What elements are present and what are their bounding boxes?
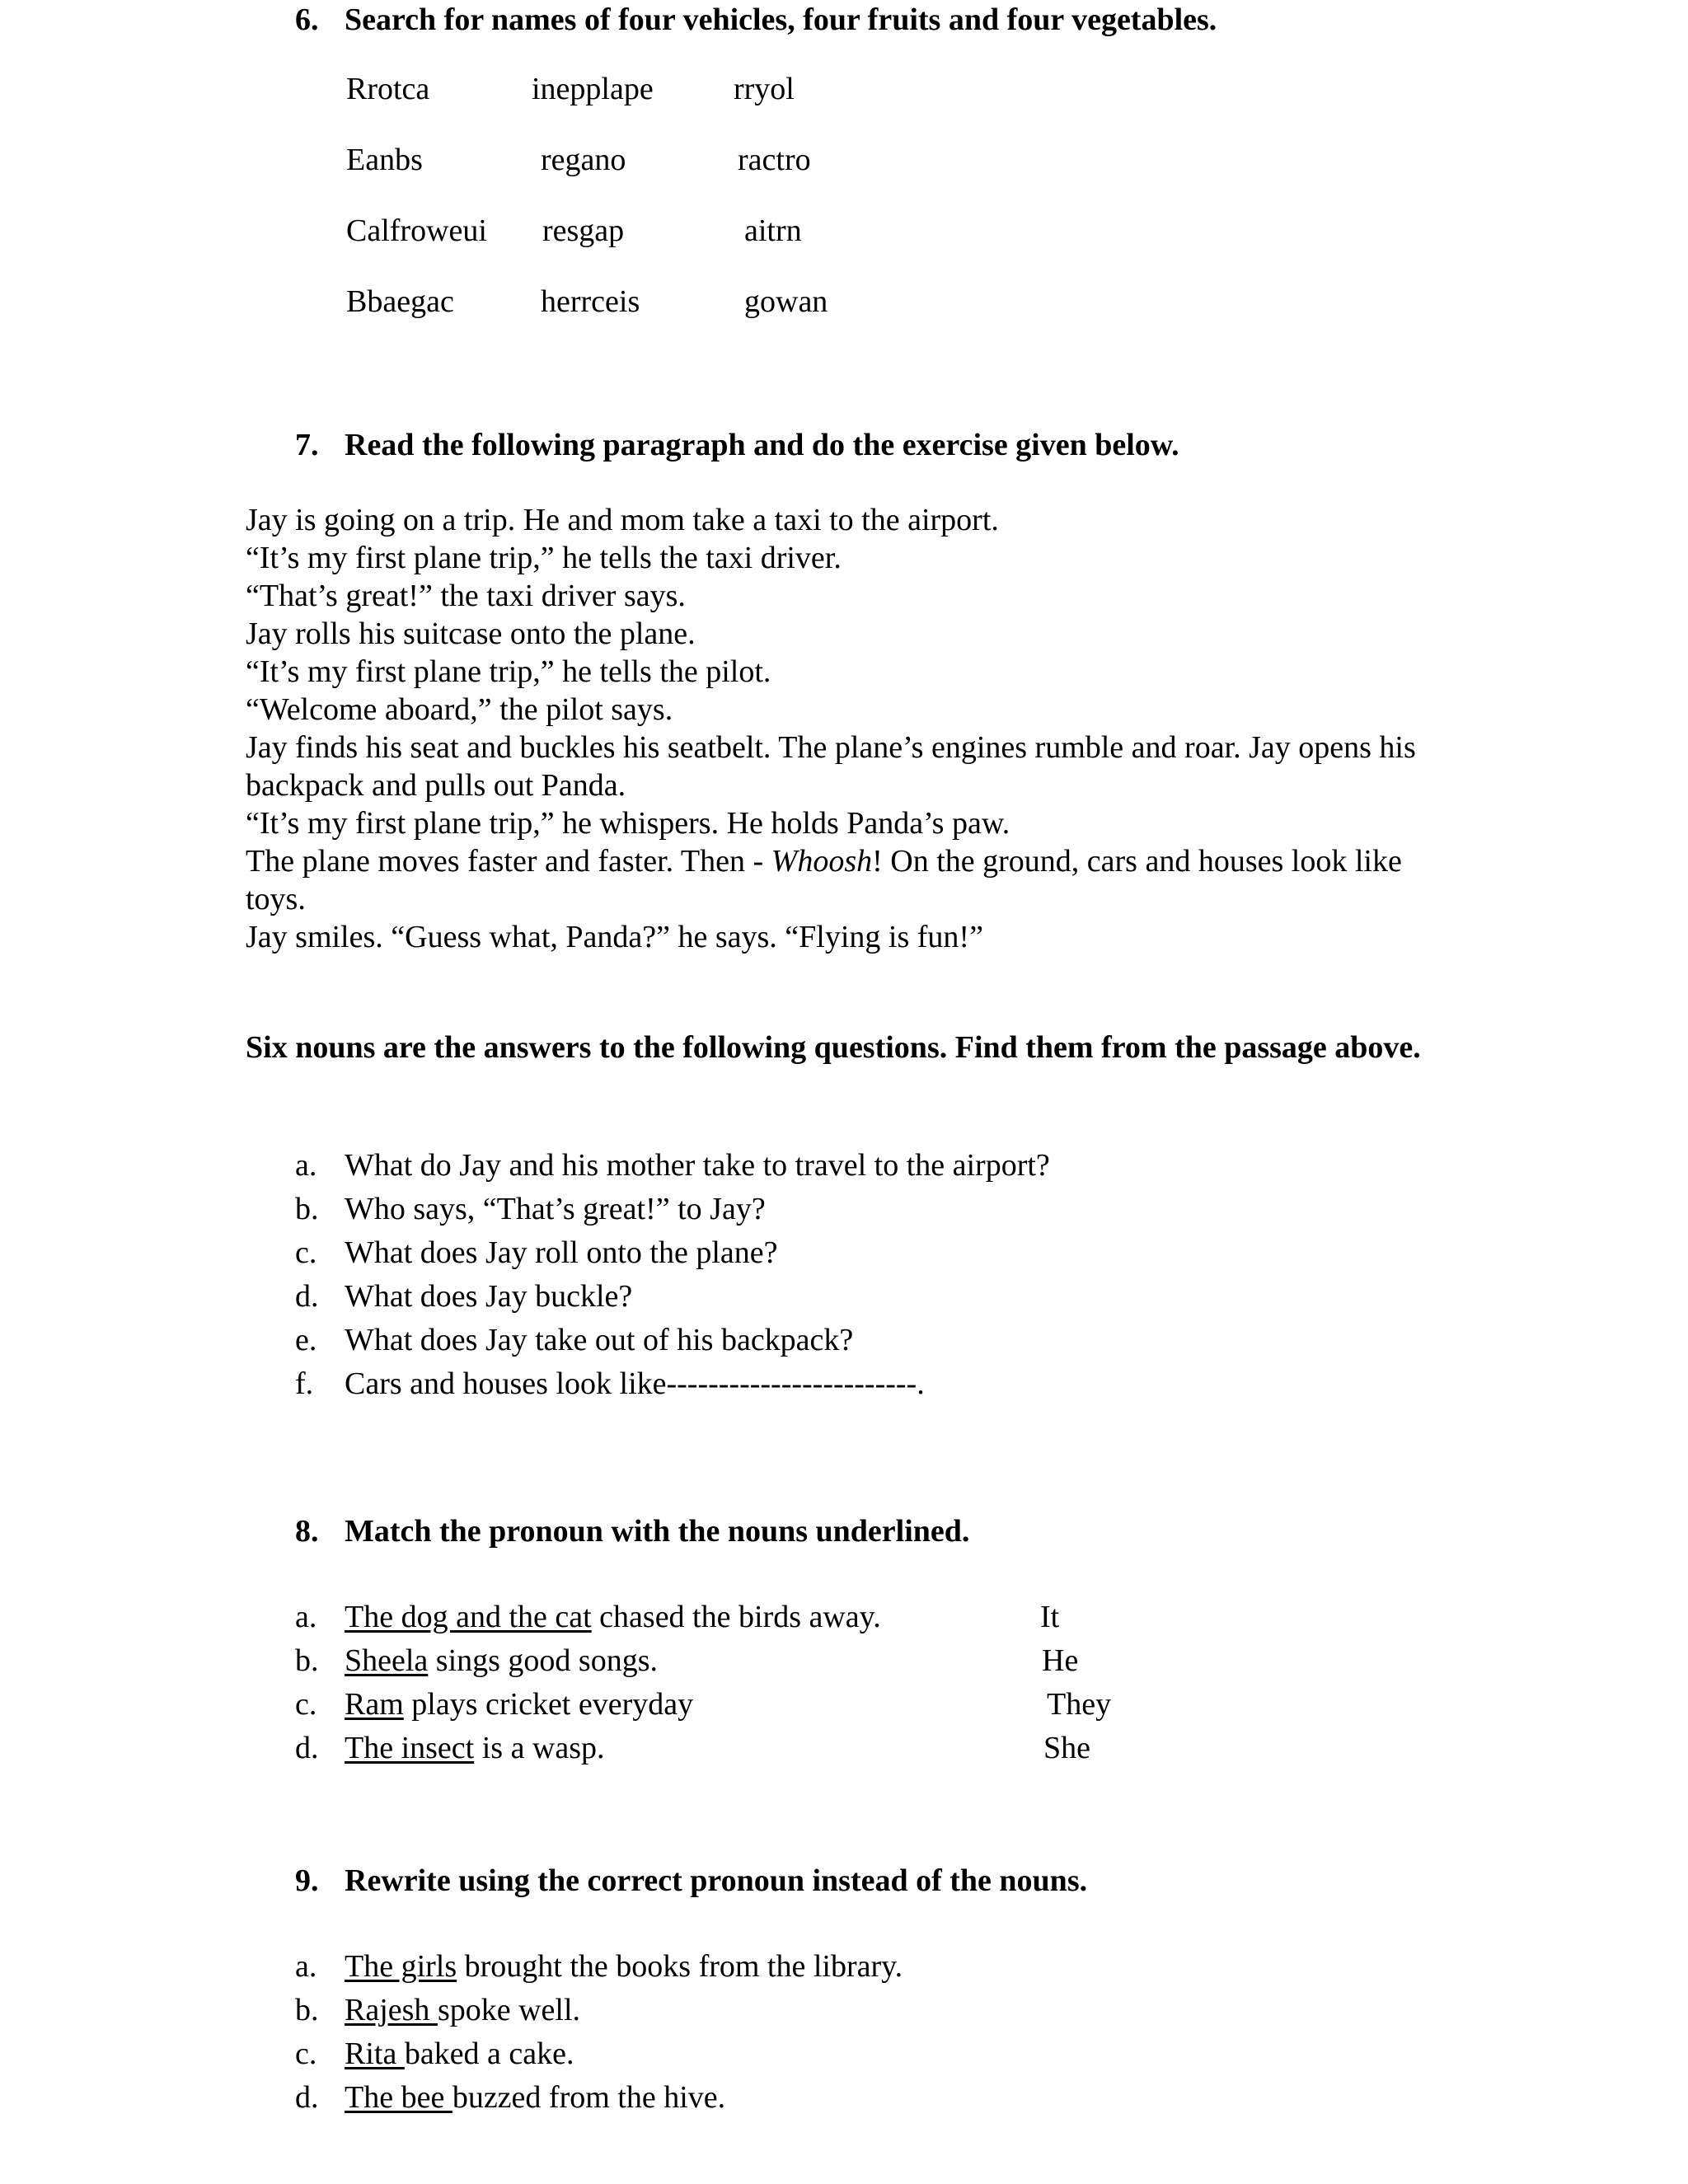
story-paragraph [246, 501, 1432, 956]
underlined-noun: The dog and the cat [345, 1600, 592, 1634]
q6-word-3-2: gowan [744, 284, 828, 319]
underlined-noun: The insect [345, 1731, 475, 1765]
underlined-noun: Rita [345, 2036, 405, 2071]
underlined-noun: The girls [345, 1949, 457, 1984]
item-letter: d. [295, 1731, 319, 1765]
item-letter: a. [295, 1949, 317, 1984]
q8-title: Match the pronoun with the nouns underlined. [345, 1514, 970, 1549]
q6-word-3-0: Bbaegac [346, 284, 454, 319]
story-line: “It’s my first plane trip,” he tells the pilot. [246, 654, 771, 689]
q6-word-3-1: herrceis [541, 284, 640, 319]
item-text: Who says, “That’s great!” to Jay? [345, 1192, 766, 1226]
q6-word-2-1: resgap [542, 213, 625, 248]
item-rest: baked a cake. [404, 2036, 574, 2071]
item-letter: b. [295, 1643, 319, 1678]
pronoun: It [1040, 1600, 1060, 1634]
list-item [295, 1639, 881, 1683]
story-line: “Welcome aboard,” the pilot says. [246, 692, 673, 727]
item-letter: e. [295, 1323, 317, 1357]
whoosh-after: ! On the ground, cars and houses look like toys. [246, 844, 1402, 916]
story-line: Jay rolls his suitcase onto the plane. [246, 616, 696, 651]
item-letter: d. [295, 2080, 319, 2115]
item-letter: f. [295, 1366, 314, 1401]
item-letter: b. [295, 1993, 319, 2027]
list-item [295, 1188, 1050, 1231]
q7-number: 7. [295, 428, 319, 462]
story-line-last: Jay smiles. “Guess what, Panda?” he says. “Flying is fun!” [246, 920, 983, 954]
list-item [295, 1231, 1050, 1275]
story-line: “It’s my first plane trip,” he whispers. He holds Panda’s paw. [246, 806, 1010, 841]
list-item [295, 1727, 881, 1770]
q6-word-2-0: Calfroweui [346, 213, 487, 248]
item-rest: spoke well. [437, 1993, 581, 2027]
story-line: Jay finds his seat and buckles his seatbelt. The plane’s engines rumble and roar. Jay opens his backpack and pulls out Panda. [246, 730, 1416, 803]
list-item [295, 1596, 881, 1639]
underlined-noun: Ram [345, 1687, 404, 1722]
list-item [295, 2076, 903, 2120]
item-text: Cars and houses look like------------------------. [345, 1366, 925, 1401]
q7-title: Read the following paragraph and do the exercise given below. [345, 428, 1179, 462]
whoosh-before: The plane moves faster and faster. Then - [246, 844, 771, 879]
q9-title: Rewrite using the correct pronoun instead of the nouns. [345, 1863, 1088, 1898]
q6-word-0-0: Rrotca [346, 72, 430, 106]
q6-word-0-1: inepplape [532, 72, 654, 106]
q8-number: 8. [295, 1514, 319, 1549]
item-letter: c. [295, 1687, 317, 1722]
item-rest: plays cricket everyday [403, 1687, 694, 1722]
q6-word-1-0: Eanbs [346, 143, 423, 177]
list-item [295, 2032, 903, 2076]
underlined-noun: Sheela [345, 1643, 429, 1678]
whoosh-italic: Whoosh [771, 844, 873, 879]
item-rest: chased the birds away. [591, 1600, 881, 1634]
item-letter: c. [295, 1235, 317, 1270]
q6-heading [295, 2, 1217, 38]
q8-heading [295, 1513, 969, 1549]
list-item [295, 1275, 1050, 1319]
list-item [295, 1362, 1050, 1406]
underlined-noun: Rajesh [345, 1993, 438, 2027]
q7-heading [295, 427, 1179, 463]
q6-word-0-2: rryol [734, 72, 795, 106]
q7-question-list [295, 1144, 1050, 1406]
item-rest: is a wasp. [474, 1731, 605, 1765]
item-text: What do Jay and his mother take to travel to the airport? [345, 1148, 1050, 1183]
story-line: Jay is going on a trip. He and mom take a taxi to the airport. [246, 503, 999, 537]
pronoun-column [1040, 1596, 1111, 1770]
pronoun: They [1047, 1687, 1112, 1722]
list-item [295, 1989, 903, 2032]
q6-word-1-1: regano [541, 143, 626, 177]
item-letter: d. [295, 1279, 319, 1314]
item-text: What does Jay take out of his backpack? [345, 1323, 854, 1357]
story-line: “It’s my first plane trip,” he tells the taxi driver. [246, 541, 842, 575]
q8-sentence-list [295, 1596, 881, 1770]
q9-sentence-list [295, 1945, 903, 2120]
item-letter: a. [295, 1148, 317, 1183]
pronoun: He [1042, 1643, 1079, 1678]
nouns-instruction: Six nouns are the answers to the following questions. Find them from the passage above. [246, 1030, 1421, 1065]
item-letter: b. [295, 1192, 319, 1226]
underlined-noun: The bee [345, 2080, 452, 2115]
list-item [295, 1319, 1050, 1362]
list-item [295, 1945, 903, 1989]
q6-title: Search for names of four vehicles, four fruits and four vegetables. [345, 2, 1217, 37]
story-line: “That’s great!” the taxi driver says. [246, 579, 686, 613]
item-letter: c. [295, 2036, 317, 2071]
item-text: What does Jay roll onto the plane? [345, 1235, 778, 1270]
item-rest: brought the books from the library. [457, 1949, 903, 1984]
list-item [295, 1683, 881, 1727]
pronoun: She [1043, 1731, 1090, 1765]
q9-heading [295, 1863, 1087, 1899]
story-line-whoosh [246, 842, 1432, 918]
q6-word-1-2: ractro [738, 143, 811, 177]
q6-number: 6. [295, 2, 319, 37]
q9-number: 9. [295, 1863, 319, 1898]
item-rest: sings good songs. [428, 1643, 659, 1678]
list-item [295, 1144, 1050, 1188]
item-letter: a. [295, 1600, 317, 1634]
item-rest: buzzed from the hive. [452, 2080, 726, 2115]
q6-word-2-2: aitrn [744, 213, 802, 248]
item-text: What does Jay buckle? [345, 1279, 633, 1314]
